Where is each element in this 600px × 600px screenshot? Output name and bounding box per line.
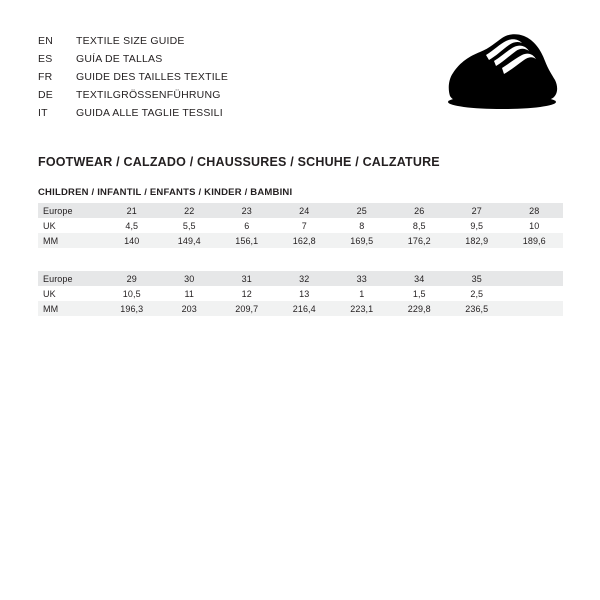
size-table-children-29-35 [38, 271, 563, 316]
table-cell: 25 [333, 203, 391, 218]
table-cell: 182,9 [448, 233, 506, 248]
legend-language-code: DE [38, 89, 53, 101]
size-table-children-21-28 [38, 203, 563, 248]
table-cell: 21 [103, 203, 161, 218]
table-cell: 209,7 [218, 301, 276, 316]
row-label: MM [38, 301, 103, 316]
table-cell: 12 [218, 286, 276, 301]
table-row [38, 233, 563, 248]
section-title: FOOTWEAR / CALZADO / CHAUSSURES / SCHUHE / CALZATURE [38, 155, 440, 169]
row-label: Europe [38, 271, 103, 286]
table-cell: 31 [218, 271, 276, 286]
section-subtitle: CHILDREN / INFANTIL / ENFANTS / KINDER / BAMBINI [38, 187, 293, 198]
legend-language-text: GUIDA ALLE TAGLIE TESSILI [76, 107, 223, 119]
table-cell: 229,8 [391, 301, 449, 316]
shoe-icon [442, 30, 562, 110]
table-row [38, 271, 563, 286]
table-cell: 223,1 [333, 301, 391, 316]
legend-row [38, 32, 368, 50]
table-cell: 149,4 [161, 233, 219, 248]
table-cell: 24 [276, 203, 334, 218]
table-cell: 1,5 [391, 286, 449, 301]
table-cell: 169,5 [333, 233, 391, 248]
table-cell: 236,5 [448, 301, 506, 316]
table-cell: 5,5 [161, 218, 219, 233]
table-cell: 2,5 [448, 286, 506, 301]
table-cell-empty [506, 286, 564, 301]
table-cell: 27 [448, 203, 506, 218]
legend-language-text: GUÍA DE TALLAS [76, 53, 163, 65]
table-cell: 8 [333, 218, 391, 233]
table-row [38, 218, 563, 233]
legend-row [38, 68, 368, 86]
table-cell: 33 [333, 271, 391, 286]
table-cell: 29 [103, 271, 161, 286]
legend-language-code: FR [38, 71, 53, 83]
row-label: UK [38, 286, 103, 301]
table-cell: 162,8 [276, 233, 334, 248]
table-cell: 189,6 [506, 233, 564, 248]
table-cell: 11 [161, 286, 219, 301]
legend-language-text: GUIDE DES TAILLES TEXTILE [76, 71, 229, 83]
legend-language-code: IT [38, 107, 48, 119]
table-cell: 4,5 [103, 218, 161, 233]
table-cell: 23 [218, 203, 276, 218]
legend-row [38, 104, 368, 122]
table-cell: 196,3 [103, 301, 161, 316]
table-row [38, 203, 563, 218]
table-cell: 34 [391, 271, 449, 286]
table-cell: 22 [161, 203, 219, 218]
legend-row [38, 50, 368, 68]
table-cell: 9,5 [448, 218, 506, 233]
legend-language-text: TEXTILE SIZE GUIDE [76, 35, 185, 47]
legend-language-code: EN [38, 35, 53, 47]
table-cell: 1 [333, 286, 391, 301]
table-cell: 13 [276, 286, 334, 301]
language-legend [38, 32, 368, 122]
table-cell-empty [506, 301, 564, 316]
table-cell: 10,5 [103, 286, 161, 301]
table-cell: 28 [506, 203, 564, 218]
table-row [38, 301, 563, 316]
table-cell: 10 [506, 218, 564, 233]
table-cell: 156,1 [218, 233, 276, 248]
table-cell: 26 [391, 203, 449, 218]
table-cell: 203 [161, 301, 219, 316]
legend-row [38, 86, 368, 104]
table-cell: 32 [276, 271, 334, 286]
table-cell: 216,4 [276, 301, 334, 316]
table-cell: 7 [276, 218, 334, 233]
table-cell-empty [506, 271, 564, 286]
row-label: UK [38, 218, 103, 233]
legend-language-code: ES [38, 53, 53, 65]
table-cell: 6 [218, 218, 276, 233]
table-cell: 30 [161, 271, 219, 286]
legend-language-text: TEXTILGRÖSSENFÜHRUNG [76, 89, 221, 101]
table-row [38, 286, 563, 301]
table-cell: 176,2 [391, 233, 449, 248]
row-label: MM [38, 233, 103, 248]
table-cell: 35 [448, 271, 506, 286]
table-cell: 140 [103, 233, 161, 248]
table-cell: 8,5 [391, 218, 449, 233]
row-label: Europe [38, 203, 103, 218]
